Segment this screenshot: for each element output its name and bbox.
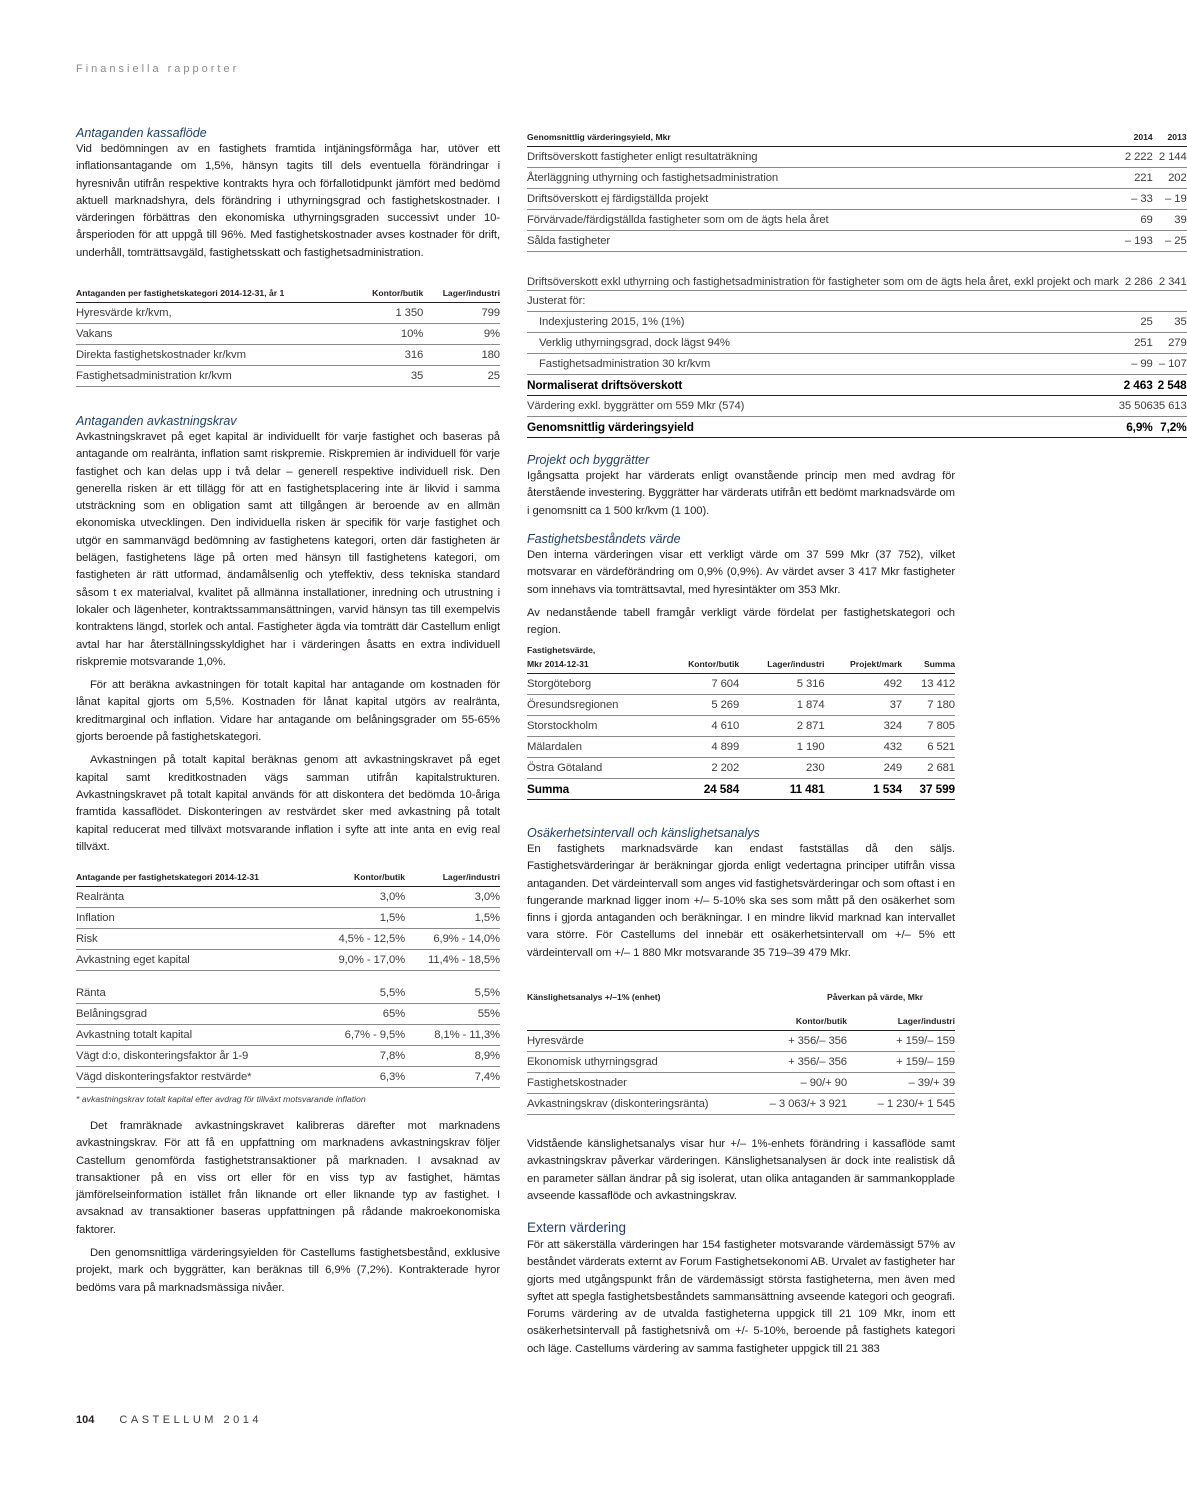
- heading-osakerhet: Osäkerhetsintervall och känslighetsanalys: [527, 826, 760, 840]
- table-cell: 492: [825, 674, 903, 695]
- section-sens-text: [527, 1136, 955, 1205]
- table-cell: Genomsnittlig värderingsyield: [527, 417, 1119, 438]
- table-cell: 324: [825, 716, 903, 737]
- table-cell: 13 412: [902, 674, 955, 695]
- section-header: Finansiella rapporter: [76, 63, 240, 75]
- text-avkastning-3: Avkastningen på totalt kapital beräknas genom att avkastningskravet på eget kapital samt kreditkostnaden vägs samman utifrån kapitalstrukturen. Avkastningskravet på totalt kapital används för att diskontera det bedömda 10-åriga framtida kassaflödet. Diskonteringen av restvärdet sker med avkastning på totalt kapital reducerat med tillväxt motsvarande inflation i syfte att inte anta en evig real tillväxt.: [76, 754, 500, 853]
- text-osakerhet: En fastighets marknadsvärde kan endast fastställas då den säljs. Fastighetsvärderingar är beräkningar gjorda enligt vedertagna principer utifrån vissa antaganden. Det värdeintervall som anges vid fastighetsvärderingar och som oftast i en fungerande marknad ligger inom +/– 5-10% ska ses som mått på den osäkerhet som finns i gjorda antaganden och beräkningar. I en mindre likvid marknad kan intervallet vara större. För Castellums del innebär ett osäkerhetsintervall om +/– 5% ett värdeintervall om +/– 1 880 Mkr motsvarande 35 719–39 479 Mkr.: [527, 843, 955, 959]
- table-row: [527, 291, 1187, 312]
- table-cell: Öresundsregionen: [527, 695, 663, 716]
- table-row: [527, 354, 1187, 375]
- text-bestand-1: Den interna värderingen visar ett verkligt värde om 37 599 Mkr (37 752), vilket motsvarar en värdeförändring om 0,9% (0,9%). Av värdet avser 3 417 Mkr fastigheter som innehavs via tomträttsavtal, med hyresintäkter om 353 Mkr.: [527, 549, 955, 596]
- table-row: [527, 417, 1187, 438]
- table-cell: Fastighetsadministration kr/kvm: [76, 366, 355, 387]
- table-cell: Inflation: [76, 908, 317, 929]
- table-row: [76, 950, 500, 971]
- table-cell: Hyresvärde: [527, 1031, 751, 1052]
- table-cell: 24 584: [663, 779, 739, 800]
- table-cell: Fastighetskostnader: [527, 1073, 751, 1094]
- table-cell: 202: [1153, 168, 1187, 189]
- table-cell: Avkastningskrav (diskonteringsränta): [527, 1094, 751, 1115]
- table-cell: – 1 230/+ 1 545: [847, 1094, 955, 1115]
- table-cell: Återläggning uthyrning och fastighetsadministration: [527, 168, 1119, 189]
- table-cell: + 159/– 159: [847, 1052, 955, 1073]
- table-cell: 55%: [405, 1004, 500, 1025]
- table-cell: Storgöteborg: [527, 674, 663, 695]
- table-cell: 432: [825, 737, 903, 758]
- table-cell: 1 350: [355, 303, 423, 324]
- table-cell: 2 202: [663, 758, 739, 779]
- table-yield: [527, 132, 1187, 438]
- table-cell: – 25: [1153, 231, 1187, 252]
- table-cell: 4 610: [663, 716, 739, 737]
- heading-avkastning: Antaganden avkastningskrav: [76, 414, 237, 428]
- table-cell: 3,0%: [405, 887, 500, 908]
- table-cell: Vakans: [76, 324, 355, 345]
- table-cell: 8,1% - 11,3%: [405, 1025, 500, 1046]
- table-cell: 279: [1153, 333, 1187, 354]
- table-cell: 4 899: [663, 737, 739, 758]
- table-row: [527, 252, 1187, 291]
- section-closing: [76, 1118, 500, 1297]
- table-cell: Avkastning eget kapital: [76, 950, 317, 971]
- table-cell: 251: [1119, 333, 1153, 354]
- col-header: Lager/industri: [405, 872, 500, 887]
- table-cell: + 356/– 356: [751, 1052, 847, 1073]
- table-row: [76, 908, 500, 929]
- table-cell: Risk: [76, 929, 317, 950]
- table-cell: 11 481: [739, 779, 824, 800]
- table-cell: 9%: [423, 324, 500, 345]
- col-header: Lager/industri: [423, 288, 500, 303]
- table-row: [76, 1046, 500, 1067]
- table-cell: 11,4% - 18,5%: [405, 950, 500, 971]
- table-cell: 2 144: [1153, 147, 1187, 168]
- table-cell: 35 613: [1153, 396, 1187, 417]
- page-footer: [76, 1414, 262, 1426]
- table-cell: Avkastning totalt kapital: [76, 1025, 317, 1046]
- table-cell: 25: [1119, 312, 1153, 333]
- page-number: 104: [76, 1414, 95, 1426]
- col-header: Projekt/mark: [825, 659, 903, 674]
- table-row: [76, 1004, 500, 1025]
- table-property-value: [527, 645, 955, 800]
- table-row: [76, 983, 500, 1004]
- table-cell: 7,4%: [405, 1067, 500, 1088]
- table-row: [527, 312, 1187, 333]
- table-cell: Ekonomisk uthyrningsgrad: [527, 1052, 751, 1073]
- table-cell: Ränta: [76, 983, 317, 1004]
- table-cell: 65%: [317, 1004, 405, 1025]
- table-row: [527, 1031, 955, 1052]
- table-cell: 5 316: [739, 674, 824, 695]
- table-row: [76, 1067, 500, 1088]
- heading-kassaflode: Antaganden kassaflöde: [76, 126, 207, 140]
- table-cell: 25: [423, 366, 500, 387]
- table-cell: Mälardalen: [527, 737, 663, 758]
- table-cell: 2 463: [1119, 375, 1153, 396]
- table-cell: – 33: [1119, 189, 1153, 210]
- table-cell: Hyresvärde kr/kvm,: [76, 303, 355, 324]
- col-header: 2014: [1119, 132, 1153, 147]
- text-extern: För att säkerställa värderingen har 154 fastigheter motsvarande värdemässigt 57% av beståndet värderats externt av Forum Fastighetsekonomi AB. Urvalet av fastigheter har gjorts med utgångspunkt från de värdemässigt största fastigheterna, men även med syftet att spegla fastighetsbeståndets sammansättning avseende kategori och geografi. Forums värdering av de utvalda fastigheterna uppgick till 21 109 Mkr, inom ett osäkerhetsintervall på fastighetsnivå om +/- 5-10%, beroende på fastighets kategori och läge. Castellums värdering av samma fastigheter uppgick till 21 383: [527, 1239, 955, 1355]
- table-cell: 1,5%: [317, 908, 405, 929]
- table-row: [527, 210, 1187, 231]
- table-cell: Driftsöverskott fastigheter enligt resultaträkning: [527, 147, 1119, 168]
- col-header: Summa: [902, 659, 955, 674]
- text-avkastning-1: Avkastningskravet på eget kapital är individuellt för varje fastighet och baseras på antagande om realränta, inflation samt riskpremie. Riskpremien är individuell för varje fastighet och kan delas upp i två delar – generell respektive individuell risk. Den generella risken är ett tillägg för att en fastighetsplacering inte är likvid i samma utsträckning som en obligation samt att tillgången är beroende av en allmän ekonomiska utvecklingen. Den individuella risken är specifik för varje fastighet och utgör en sammanvägd bedömning av fastighetens kategori, orten där fastigheten är belägen, fastighetens läge på orten med hänsyn till fastighetens kategori, om fastigheten är rätt utformad, ändamålsenlig och yteffektiv, dess tekniska standard såsom t ex materialval, kvalitet på allmänna installationer, inredning och utrustning i lokaler och lägenheter, kontraktssammansättningen, varvid hänsyn tas till exempelvis kontraktens längd, storlek och antal. Fastigheter ägda via tomträtt där Castellum enligt avtal har har återställningsskyldighet har i värderingen åsatts en extra individuell riskpremie motsvarande 1,0%.: [76, 431, 500, 668]
- table-row: [527, 674, 955, 695]
- table-cell: Fastighetsadministration 30 kr/kvm: [527, 354, 1119, 375]
- table-cell: Driftsöverskott ej färdigställda projekt: [527, 189, 1119, 210]
- table-row: [527, 1073, 955, 1094]
- heading-extern: Extern värdering: [527, 1220, 627, 1235]
- section-avkastning: [76, 413, 500, 856]
- table-cell: 316: [355, 345, 423, 366]
- table-cell: 6,9%: [1119, 417, 1153, 438]
- table-cell: 799: [423, 303, 500, 324]
- table-row: [527, 1094, 955, 1115]
- table-cell: – 107: [1153, 354, 1187, 375]
- table-cell: 35: [355, 366, 423, 387]
- table-row: [527, 375, 1187, 396]
- table-row: [527, 189, 1187, 210]
- heading-projekt: Projekt och byggrätter: [527, 453, 650, 467]
- table-cell: 249: [825, 758, 903, 779]
- table-cell: – 99: [1119, 354, 1153, 375]
- text-projekt: Igångsatta projekt har värderats enligt ovanstående princip men med avdrag för återstående investering. Byggrätter har värderats utifrån ett bedömt marknadsvärde om i genomsnitt ca 1 500 kr/kvm (1 100).: [527, 470, 955, 517]
- text-sensitivity: Vidstående känslighetsanalys visar hur +/– 1%-enhets förändring i kassaflöde samt avkastningskrav påverkar värderingen. Känslighetsanalysen är dock inte realistisk då en parameter sällan ändrar på sig isolerat, utan olika antaganden är sammankopplade avseende kassaflöde och avkastningskrav.: [527, 1138, 955, 1202]
- table-cell: 69: [1119, 210, 1153, 231]
- table-group-header: Påverkan på värde, Mkr: [826, 992, 923, 1002]
- table-row: [76, 887, 500, 908]
- table-cell: – 39/+ 39: [847, 1073, 955, 1094]
- table-row: [527, 1052, 955, 1073]
- table-cell: – 19: [1153, 189, 1187, 210]
- table-row: [527, 333, 1187, 354]
- table-cell: 7,2%: [1153, 417, 1187, 438]
- table-cell: [1119, 291, 1153, 312]
- table-cell: Vägd diskonteringsfaktor restvärde*: [76, 1067, 317, 1088]
- table-cell: 9,0% - 17,0%: [317, 950, 405, 971]
- table-cell: 3,0%: [317, 887, 405, 908]
- table-cell: 6,3%: [317, 1067, 405, 1088]
- table-assumptions-category: [76, 872, 500, 1104]
- table-cell: Storstockholm: [527, 716, 663, 737]
- table-footnote: * avkastningskrav totalt kapital efter avdrag för tillväxt motsvarande inflation: [76, 1094, 366, 1104]
- table-cell: 221: [1119, 168, 1153, 189]
- footer-brand: CASTELLUM 2014: [119, 1414, 262, 1426]
- table-cell: 2 871: [739, 716, 824, 737]
- col-header: Antagande per fastighetskategori 2014-12-31: [76, 872, 317, 887]
- text-kassaflode: Vid bedömningen av en fastighets framtida intjäningsförmåga har, utöver ett inflationsantagande om 1,5%, hänsyn tagits till dels eventuella förändringar i hyresnivån utifrån respektive kontrakts hyra och förfallotidpunkt jämfört med bedömd aktuell marknadshyra, dels förändring i uthyrningsgrad och fastighetskostnader. I värderingen förbättras den ekonomiska uthyrningsgraden successivt under 10-årsperioden för att uppgå till 96%. Med fastighetskostnader avses kostnader för drift, underhåll, tomträttsavgäld, fastighetsskatt och fastighetsadministration.: [76, 143, 500, 259]
- table-cell: 37: [825, 695, 903, 716]
- table-cell: 230: [739, 758, 824, 779]
- col-header: Antaganden per fastighetskategori 2014-12-31, år 1: [76, 288, 355, 303]
- table-cell: 7 180: [902, 695, 955, 716]
- table-cell: 1 874: [739, 695, 824, 716]
- table-assumptions-year1: [76, 288, 500, 387]
- col-header: Lager/industri: [847, 1016, 955, 1031]
- table-cell: 2 681: [902, 758, 955, 779]
- table-cell: 7 805: [902, 716, 955, 737]
- heading-bestand: Fastighetsbeståndets värde: [527, 532, 681, 546]
- section-osakerhet: [527, 825, 955, 962]
- table-cell: + 356/– 356: [751, 1031, 847, 1052]
- table-cell: 1 534: [825, 779, 903, 800]
- text-closing-1: Det framräknade avkastningskravet kalibreras därefter mot marknadens avkastningskrav. För att få en uppfattning om marknadens avkastningskrav följer Castellum genomförda fastighetstransaktioner på marknaden. I avsaknad av transaktioner på en viss ort eller för en viss typ av fastighet, hämtas jämförelseinformation istället från liknande ort eller liknande typ av fastighet. I avsaknad av transaktioner baseras uppfattningen på rådande makroekonomiska faktorer.: [76, 1120, 500, 1236]
- table-cell: 6 521: [902, 737, 955, 758]
- section-projekt: [527, 452, 955, 520]
- section-bestand: [527, 531, 955, 639]
- table-cell: 6,7% - 9,5%: [317, 1025, 405, 1046]
- col-header: [527, 1016, 751, 1031]
- table-cell: 10%: [355, 324, 423, 345]
- table-cell: 39: [1153, 210, 1187, 231]
- table-title: Fastighetsvärde,: [527, 645, 596, 655]
- col-header: Lager/industri: [739, 659, 824, 674]
- col-header: Kontor/butik: [663, 659, 739, 674]
- table-cell: Förvärvade/färdigställda fastigheter som om de ägts hela året: [527, 210, 1119, 231]
- table-cell: 6,9% - 14,0%: [405, 929, 500, 950]
- table-cell: 35: [1153, 312, 1187, 333]
- table-cell: Realränta: [76, 887, 317, 908]
- table-cell: Summa: [527, 779, 663, 800]
- table-cell: Verklig uthyrningsgrad, dock lägst 94%: [527, 333, 1119, 354]
- table-cell: 2 286: [1119, 252, 1153, 291]
- table-row: [527, 168, 1187, 189]
- table-cell: 5,5%: [317, 983, 405, 1004]
- text-avkastning-2: För att beräkna avkastningen för totalt kapital har antagande om kostnaden för lånat kapital gjorts om 5,5%. Kostnaden för lånat kapital utgörs av realränta, kreditmarginal och inflation. Vidare har antagande om belåningsgrader om 55-65% gjorts beroende på fastighetskategori.: [76, 679, 500, 744]
- table-cell: 1,5%: [405, 908, 500, 929]
- row-spacer: [76, 971, 500, 984]
- table-row: [527, 231, 1187, 252]
- table-cell: 35 506: [1119, 396, 1153, 417]
- table-cell: Östra Götaland: [527, 758, 663, 779]
- table-row: [527, 737, 955, 758]
- table-cell: Vägt d:o, diskonteringsfaktor år 1-9: [76, 1046, 317, 1067]
- table-row: [527, 758, 955, 779]
- table-row: [527, 396, 1187, 417]
- table-cell: 37 599: [902, 779, 955, 800]
- table-cell: – 90/+ 90: [751, 1073, 847, 1094]
- col-header: Kontor/butik: [317, 872, 405, 887]
- table-cell: 4,5% - 12,5%: [317, 929, 405, 950]
- table-cell: Värdering exkl. byggrätter om 559 Mkr (574): [527, 396, 1119, 417]
- table-cell: 7 604: [663, 674, 739, 695]
- table-row: [76, 303, 500, 324]
- table-row: [527, 716, 955, 737]
- table-cell: 2 222: [1119, 147, 1153, 168]
- table-cell: 1 190: [739, 737, 824, 758]
- table-row: [76, 1025, 500, 1046]
- table-cell: Direkta fastighetskostnader kr/kvm: [76, 345, 355, 366]
- table-cell: 5 269: [663, 695, 739, 716]
- table-cell: Driftsöverskott exkl uthyrning och fastighetsadministration för fastigheter som om de ägts hela året, exkl projekt och mark: [527, 252, 1119, 291]
- table-row: [76, 366, 500, 387]
- col-header: Kontor/butik: [751, 1016, 847, 1031]
- table-cell: 8,9%: [405, 1046, 500, 1067]
- section-extern: [527, 1219, 955, 1358]
- table-cell: 7,8%: [317, 1046, 405, 1067]
- table-cell: Belåningsgrad: [76, 1004, 317, 1025]
- table-row: [76, 345, 500, 366]
- table-cell: – 193: [1119, 231, 1153, 252]
- table-sensitivity: [527, 992, 955, 1115]
- table-cell: Normaliserat driftsöverskott: [527, 375, 1119, 396]
- table-cell: Sålda fastigheter: [527, 231, 1119, 252]
- table-row: [76, 324, 500, 345]
- table-cell: [1153, 291, 1187, 312]
- table-row: [527, 695, 955, 716]
- table-cell: Indexjustering 2015, 1% (1%): [527, 312, 1119, 333]
- table-cell: 180: [423, 345, 500, 366]
- table-row: [527, 147, 1187, 168]
- table-cell: 2 341: [1153, 252, 1187, 291]
- table-cell: – 3 063/+ 3 921: [751, 1094, 847, 1115]
- table-cell: 2 548: [1153, 375, 1187, 396]
- col-header: 2013: [1153, 132, 1187, 147]
- table-cell: 5,5%: [405, 983, 500, 1004]
- col-header: Mkr 2014-12-31: [527, 659, 663, 674]
- left-column: [76, 125, 500, 262]
- table-title: Känslighetsanalys +/–1% (enhet): [527, 992, 661, 1002]
- text-closing-2: Den genomsnittliga värderingsyielden för Castellums fastighetsbestånd, exklusive projekt, mark och byggrätter, kan beräknas till 6,9% (7,2%). Kontrakterade hyror bedöms vara på marknadsmässiga nivåer.: [76, 1247, 500, 1294]
- text-bestand-2: Av nedanstående tabell framgår verkligt värde fördelat per fastighetskategori och region.: [527, 606, 955, 637]
- table-row: [527, 779, 955, 800]
- table-cell: Justerat för:: [527, 291, 1119, 312]
- col-header: Kontor/butik: [355, 288, 423, 303]
- table-cell: + 159/– 159: [847, 1031, 955, 1052]
- table-row: [76, 929, 500, 950]
- col-header: Genomsnittlig värderingsyield, Mkr: [527, 132, 1119, 147]
